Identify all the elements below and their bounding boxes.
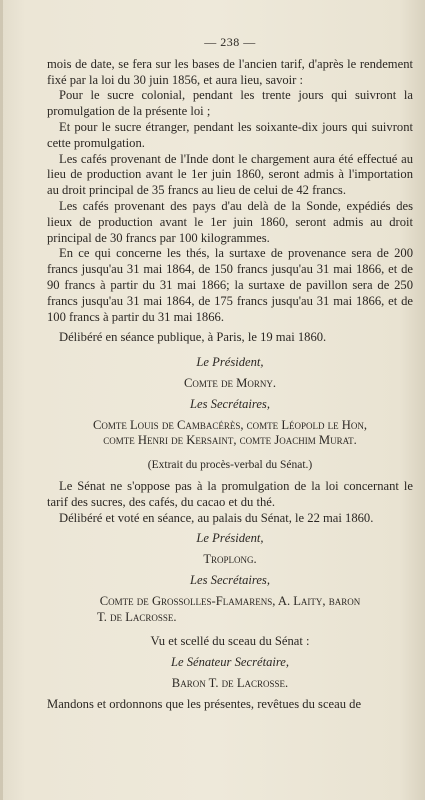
secretaires-line-3: Comte de Grossolles-Flamarens, A. Laity, baron: [99, 593, 361, 608]
president-name-1: Comte de Morny.: [183, 375, 277, 390]
page-text: [47, 35, 413, 712]
paragraph-sucre-etranger: Et pour le sucre étranger, pendant les soixante-dix jours qui suivront cette promulgation.: [47, 119, 413, 150]
extract-note: (Extrait du procès-verbal du Sénat.): [147, 459, 313, 472]
senateur-name: Baron T. de Lacrosse.: [171, 675, 289, 690]
president-title-2: Le Président,: [196, 531, 264, 546]
page-number: — 238 —: [204, 35, 256, 49]
paragraph-delibere-1: Délibéré en séance publique, à Paris, le 19 mai 1860.: [59, 330, 327, 345]
paragraph-delibere-2: Délibéré et voté en séance, au palais du Sénat, le 22 mai 1860.: [59, 510, 374, 525]
president-name-2: Troplong.: [203, 552, 257, 567]
president-title-1: Le Président,: [196, 355, 264, 370]
secretaires-title-1: Les Secrétaires,: [190, 396, 270, 411]
page-edge-shadow: [0, 0, 3, 800]
paragraph-cafes-sonde: Les cafés provenant des pays d'au delà de la Sonde, expédiés des lieux de production avant le 1er juin 1860, seront admis au droit principal de 30 francs par 100 kilogrammes.: [47, 198, 413, 245]
secretaires-title-2: Les Secrétaires,: [190, 572, 270, 587]
secretaires-line-4: T. de Lacrosse.: [97, 609, 177, 624]
paragraph-sucre-colonial: Pour le sucre colonial, pendant les trente jours qui suivront la promulgation de la présente loi ;: [47, 88, 413, 119]
vu-scelle-line: Vu et scellé du sceau du Sénat :: [150, 634, 310, 649]
paragraph-mandons: Mandons et ordonnons que les présentes, revêtues du sceau de: [47, 696, 362, 711]
secretaires-line-2: comte Henri de Kersaint, comte Joachim Murat.: [103, 433, 357, 448]
paragraph-cafes-inde: Les cafés provenant de l'Inde dont le chargement aura été effectué au lieu de production avant le 1er juin 1860, seront admis à l'importation au droit principal de 35 francs au lieu de celui de 42 francs.: [47, 151, 413, 198]
secretaires-line-1: Comte Louis de Cambacérès, comte Léopold le Hon,: [92, 417, 368, 432]
paragraph-thes: En ce qui concerne les thés, la surtaxe de provenance sera de 200 francs jusqu'au 31 mai 1864, de 150 francs jusqu'au 31 mai 1866, et de 90 francs à partir du 31 mai 1866; la surtaxe de pavillon sera de 250 francs jusqu'au 31 mai 1864, de 175 francs jusqu'au 31 mai 1866, et de 100 francs à partir du 31 mai 1866.: [47, 246, 413, 324]
paragraph-senat: Le Sénat ne s'oppose pas à la promulgation de la loi concernant le tarif des sucres, des cafés, du cacao et du thé.: [47, 478, 413, 509]
senateur-title: Le Sénateur Secrétaire,: [170, 655, 290, 670]
paragraph-continuation: mois de date, se fera sur les bases de l'ancien tarif, d'après le rendement fixé par la loi du 30 juin 1856, et aura lieu, savoir :: [47, 56, 413, 87]
